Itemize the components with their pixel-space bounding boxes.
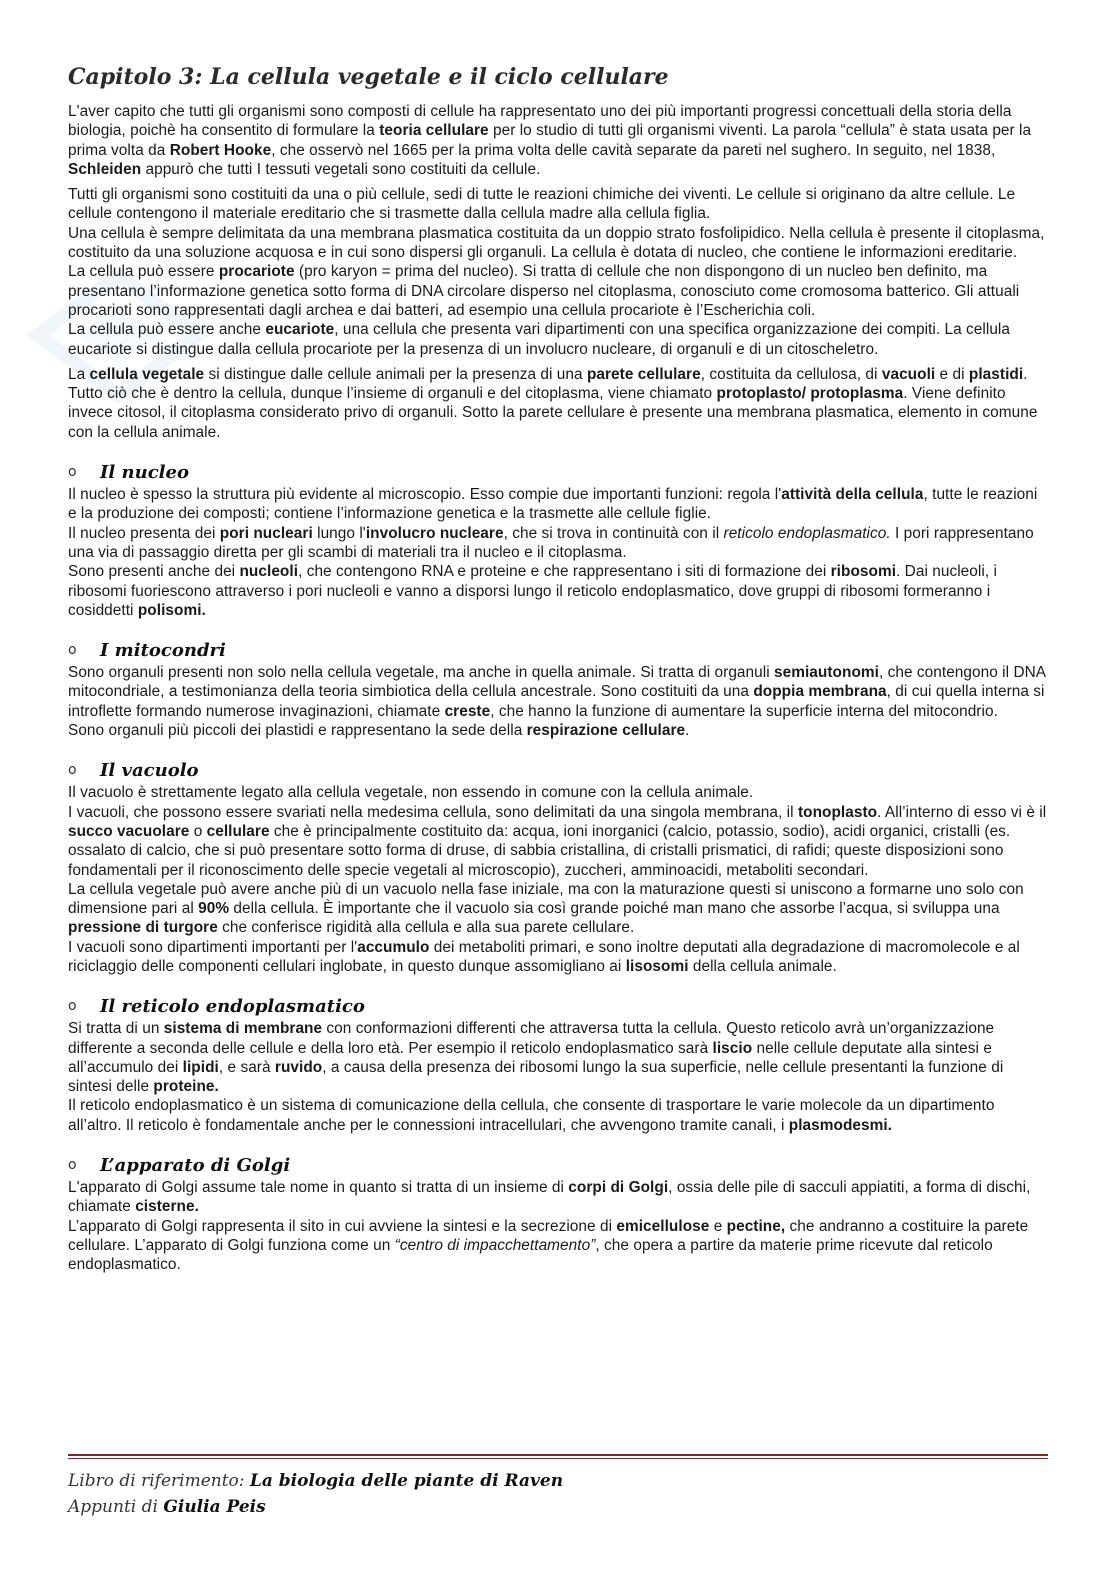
footer-reference: Libro di riferimento: La biologia delle piante di Raven <box>68 1471 564 1491</box>
section-title: Il nucleo <box>100 461 189 483</box>
mitocondri-paragraph-1: Sono organuli presenti non solo nella cellula vegetale, ma anche in quella animale. Si tratta di organuli semiautonomi, che contengono il DNA mitocondriale, a testimonianza della teoria simbiotica della cellula ancestrale. Sono costituiti da una doppia membrana, di cui quella interna si introflette formando numerose invaginazioni, chiamate creste, che hanno la funzione di aumentare la superficie interna del mitocondrio. <box>68 664 1046 720</box>
chapter-title <box>68 62 1048 92</box>
intro-paragraph-2: Tutti gli organismi sono costituiti da una o più cellule, sedi di tutte le reazioni chimiche dei viventi. Le cellule si originano da altre cellule. Le cellule contengono il materiale ereditario che si trasmette dalla cellula madre alla cellula figlia. <box>68 186 1016 223</box>
reticolo-paragraph-1: Si tratta di un sistema di membrane con conformazioni differenti che attraversa tutta la cellula. Questo reticolo avrà un’organizzazione differente a seconda delle cellule e della loro età. Per esempio il reticolo endoplasmatico sarà liscio nelle cellule deputate alla sintesi e all’accumulo dei lipidi, e sarà ruvido, a causa della presenza dei ribosomi lungo la sua superficie, nelle cellule presentanti la funzione di sintesi delle proteine. <box>68 1020 1004 1096</box>
footer-rule <box>68 1454 1048 1459</box>
golgi-paragraph-1: L'apparato di Golgi assume tale nome in quanto si tratta di un insieme di corpi di Golgi, ossia delle pile di sacculi appiatiti, a forma di dischi, chiamate cisterne. <box>68 1179 1031 1216</box>
bullet-marker: o <box>68 464 77 481</box>
page-footer <box>68 1468 563 1520</box>
section-heading-golgi <box>68 1154 1048 1176</box>
bullet-marker: o <box>68 1157 77 1174</box>
vacuolo-paragraph-3: La cellula vegetale può avere anche più di un vacuolo nella fase iniziale, ma con la maturazione questi si uniscono a formarne uno solo con dimensione pari al 90% della cellula. È importante che il vacuolo sia così grande poiché man mano che assorbe l’acqua, si sviluppa una pressione di turgore che conferisce rigidità alla cellula e alla sua parete cellulare. <box>68 880 1024 937</box>
intro-paragraph-5: La cellula può essere anche eucariote, una cellula che presenta vari dipartimenti con una specifica organizzazione dei compiti. La cellula eucariote si distingue dalla cellula procariote per la presenza di un involucro nucleare, di organuli e di un citoscheletro. <box>68 321 1011 358</box>
nucleo-paragraph-1: Il nucleo è spesso la struttura più evidente al microscopio. Esso compie due importanti funzioni: regola l'attività della cellula, tutte le reazioni e la produzione dei composti; contiene l’informazione genetica e la trasmette alle cellule figlie. <box>68 486 1038 523</box>
vacuolo-paragraph-1: Il vacuolo è strettamente legato alla cellula vegetale, non essendo in comune con la cellula animale. <box>68 784 754 802</box>
chapter-number: Capitolo 3: <box>68 64 211 90</box>
chapter-name: La cellula vegetale e il ciclo cellulare <box>210 64 669 90</box>
intro-paragraph-6: La cellula vegetale si distingue dalle cellule animali per la presenza di una parete cellulare, costituita da cellulosa, di vacuoli e di plastidi. Tutto ciò che è dentro la cellula, dunque l’insieme di organuli e del citoplasma, viene chiamato protoplasto/ protoplasma. Viene definito invece citosol, il citoplasma considerato privo di organuli. Sotto la parete cellulare è presente una membrana plasmatica, elemento in comune con la cellula animale. <box>68 365 1038 441</box>
vacuolo-paragraph-4: I vacuoli sono dipartimenti importanti per l'accumulo dei metaboliti primari, e sono inoltre deputati alla degradazione di macromolecole e al riciclaggio delle componenti cellulari inglobate, in questo dunque assomigliano ai lisosomi della cellula animale. <box>68 938 1020 975</box>
intro-paragraph-1: L'aver capito che tutti gli organismi sono composti di cellule ha rappresentato uno dei più importanti progressi concettuali della storia della biologia, poichè ha consentito di formulare la teoria cellulare per lo studio di tutti gli organismi viventi. La parola “cellula” è stata usata per la prima volta da Robert Hooke, che osservò nel 1665 per la prima volta delle cavità separate da pareti nel sughero. In seguito, nel 1838, Schleiden appurò che tutti I tessuti vegetali sono costituiti da cellule. <box>68 103 1032 178</box>
nucleo-paragraph-2: Il nucleo presenta dei pori nucleari lungo l'involucro nucleare, che si trova in continuità con il reticolo endoplasmatico. I pori rappresentano una via di passaggio diretta per gli scambi di materiali tra il nucleo e il citoplasma. <box>68 524 1034 561</box>
section-heading-reticolo <box>68 995 1048 1017</box>
intro-paragraph-4: La cellula può essere procariote (pro karyon = prima del nucleo). Si tratta di cellule che non dispongono di un nucleo ben definito, ma presentano l’informazione genetica sotto forma di DNA circolare disperso nel citoplasma, conosciuto come cromosoma batterico. Gli attuali procarioti sono rappresentati dagli archea e dai batteri, ad esempio una cellula procariote è l’Escherichia coli. <box>68 263 1020 319</box>
section-heading-vacuolo <box>68 759 1048 781</box>
section-title: Il vacuolo <box>100 759 199 781</box>
footer-author: Appunti di Giulia Peis <box>68 1497 266 1517</box>
reticolo-paragraph-2: Il reticolo endoplasmatico è un sistema di comunicazione della cellula, che consente di trasportare le varie molecole da un dipartimento all’altro. Il reticolo è fondamentale anche per le connessioni intracellulari, che avvengono tramite canali, i plasmodesmi. <box>68 1097 995 1134</box>
bullet-marker: o <box>68 762 77 779</box>
golgi-paragraph-2: L’apparato di Golgi rappresenta il sito in cui avviene la sintesi e la secrezione di emicellulose e pectine, che andranno a costituire la parete cellulare. L’apparato di Golgi funziona come un “centro di impacchettamento”, che opera a partire da materie prime ricevute dal reticolo endoplasmatico. <box>68 1217 1029 1274</box>
intro-paragraph-3: Una cellula è sempre delimitata da una membrana plasmatica costituita da un doppio strato fosfolipidico. Nella cellula è presente il citoplasma, costituito da una soluzione acquosa e in cui sono dispersi gli organuli. La cellula è dotata di nucleo, che contiene le informazioni ereditarie. <box>68 224 1045 262</box>
section-heading-nucleo <box>68 461 1048 483</box>
bullet-marker: o <box>68 642 77 659</box>
section-heading-mitocondri <box>68 639 1048 661</box>
bullet-marker: o <box>68 998 77 1015</box>
page-content <box>68 62 1048 1279</box>
section-title: L’apparato di Golgi <box>100 1154 291 1176</box>
section-title: I mitocondri <box>100 639 226 661</box>
mitocondri-paragraph-2: Sono organuli più piccoli dei plastidi e rappresentano la sede della respirazione cellulare. <box>68 722 690 740</box>
vacuolo-paragraph-2: I vacuoli, che possono essere svariati nella medesima cellula, sono delimitati da una singola membrana, il tonoplasto. All’interno di esso vi è il succo vacuolare o cellulare che è principalmente costituito da: acqua, ioni inorganici (calcio, potassio, sodio), acidi organici, cristalli (es. ossalato di calcio, che si può presentare sotto forma di druse, di sabbia cristallina, di cristalli prismatici, di rafidi; queste disposizioni sono fondamentali per il riconoscimento delle specie vegetali al microscopio), zuccheri, amminoacidi, metaboliti secondari. <box>68 803 1047 879</box>
nucleo-paragraph-3: Sono presenti anche dei nucleoli, che contengono RNA e proteine e che rappresentano i siti di formazione dei ribosomi. Dai nucleoli, i ribosomi fuoriescono attraverso i pori nucleoli e vanno a disporsi lungo il reticolo endoplasmatico, dove gruppi di ribosomi formeranno i cosiddetti polisomi. <box>68 563 997 619</box>
section-title: Il reticolo endoplasmatico <box>100 995 365 1017</box>
